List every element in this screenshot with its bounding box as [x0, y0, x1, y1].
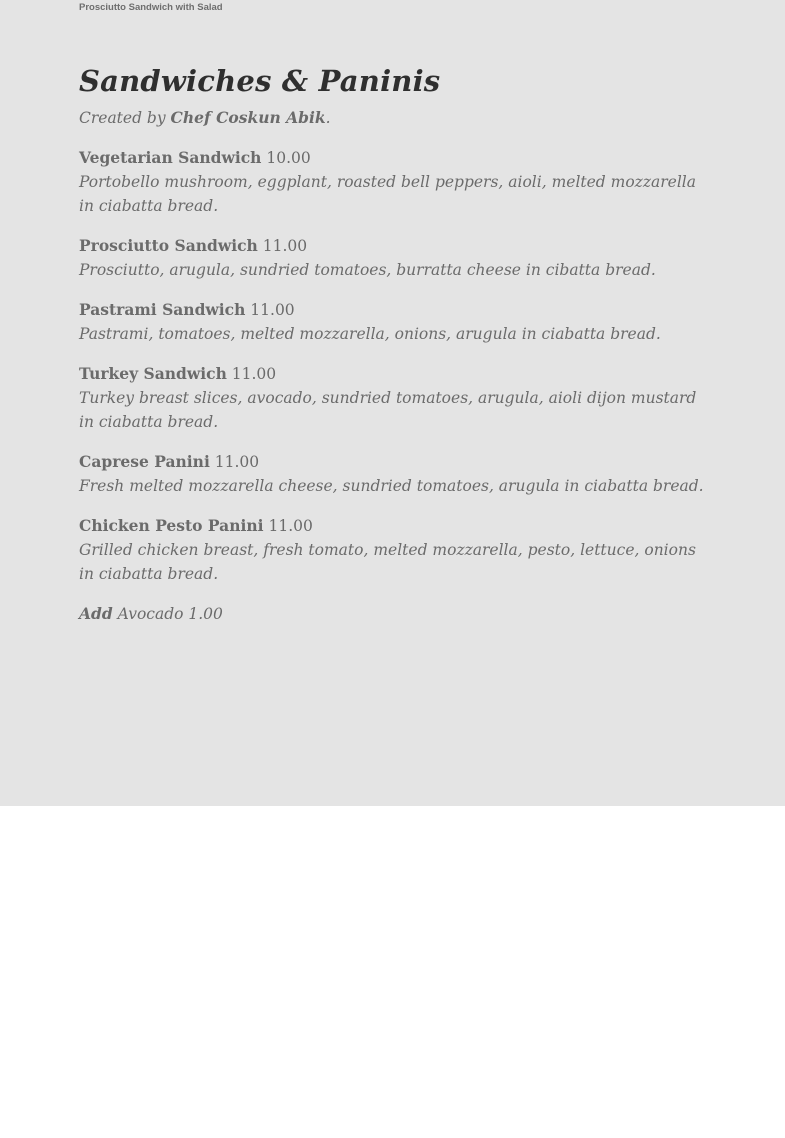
menu-item-description: Pastrami, tomatoes, melted mozzarella, onions, arugula in ciabatta bread. [79, 325, 661, 343]
menu-item [79, 450, 711, 498]
menu-item-name: Turkey Sandwich [79, 364, 227, 383]
menu-item [79, 362, 711, 434]
menu-item-price: 11.00 [268, 517, 313, 535]
menu-item-name: Vegetarian Sandwich [79, 148, 262, 167]
menu-item-price: 10.00 [266, 149, 311, 167]
credit-suffix: . [325, 109, 331, 127]
menu-item [79, 234, 711, 282]
menu-item-heading [79, 146, 711, 170]
menu-item-description: Fresh melted mozzarella cheese, sundried tomatoes, arugula in ciabatta bread. [79, 477, 704, 495]
chef-name: Chef Coskun Abik [170, 108, 326, 127]
credit-prefix: Created by [79, 109, 171, 127]
menu-content [79, 56, 711, 626]
menu-item-name: Caprese Panini [79, 452, 210, 471]
menu-item-price: 11.00 [231, 365, 277, 383]
image-caption: Prosciutto Sandwich with Salad [79, 2, 223, 13]
addon-text: Avocado 1.00 [112, 605, 223, 623]
menu-title: Sandwiches & Paninis [79, 64, 441, 98]
menu-item-name: Prosciutto Sandwich [79, 236, 258, 255]
menu-item [79, 514, 711, 586]
addon-line [79, 602, 711, 626]
menu-item-description: Grilled chicken breast, fresh tomato, melted mozzarella, pesto, lettuce, onions in ciabatta bread. [79, 541, 696, 583]
menu-item-heading [79, 514, 711, 538]
menu-item-description: Turkey breast slices, avocado, sundried tomatoes, arugula, aioli dijon mustard in ciabatta bread. [79, 389, 697, 431]
menu-item-name: Chicken Pesto Panini [79, 516, 264, 535]
menu-item [79, 146, 711, 218]
menu-item-price: 11.00 [214, 453, 260, 471]
menu-item-description: Prosciutto, arugula, sundried tomatoes, burratta cheese in cibatta bread. [79, 261, 656, 279]
addon-label: Add [79, 604, 113, 623]
menu-item-heading [79, 234, 711, 258]
chef-credit [79, 106, 711, 130]
menu-item-price: 11.00 [250, 301, 295, 319]
menu-item-price: 11.00 [262, 237, 308, 255]
menu-item-name: Pastrami Sandwich [79, 300, 246, 319]
menu-item-heading [79, 298, 711, 322]
menu-item-heading [79, 362, 711, 386]
menu-item [79, 298, 711, 346]
menu-item-heading [79, 450, 711, 474]
menu-item-description: Portobello mushroom, eggplant, roasted bell peppers, aioli, melted mozzarella in ciabatta bread. [79, 173, 696, 215]
